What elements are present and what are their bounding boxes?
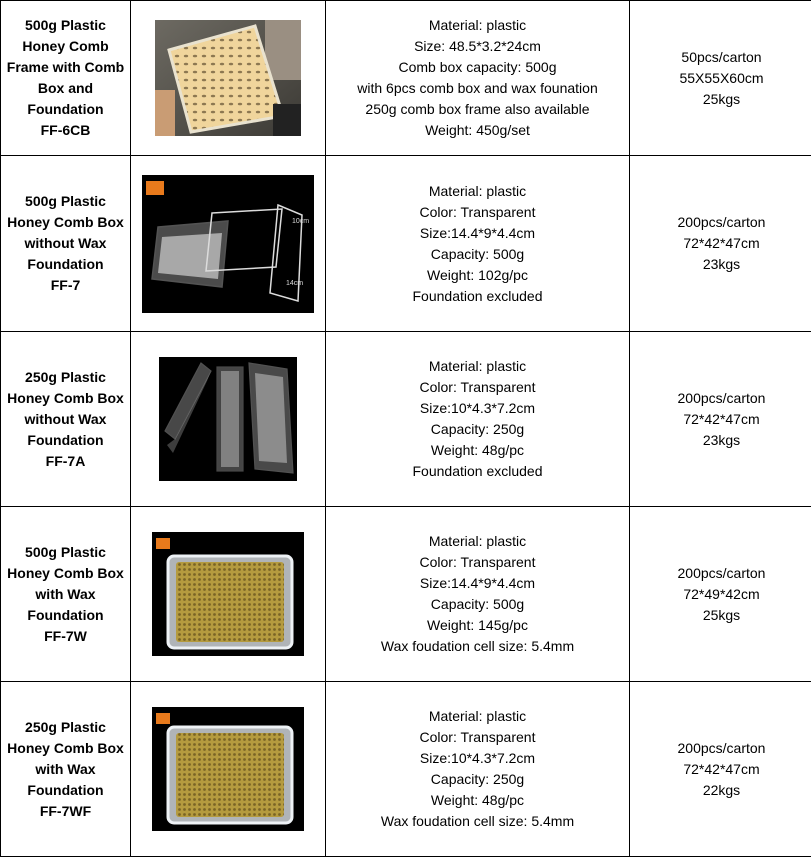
product-name-line: Honey Comb Box <box>7 564 124 581</box>
product-image-cell <box>131 332 326 507</box>
image-dimension-label: 10cm <box>292 217 310 225</box>
honey-comb-frame-with-bees-photo <box>155 20 301 136</box>
spec-line: with 6pcs comb box and wax founation <box>357 80 598 96</box>
spec-line: Material: plastic <box>428 358 527 374</box>
product-spec-cell <box>326 156 630 332</box>
comb-box-with-wax-foundation-photo <box>152 707 304 831</box>
product-spec-cell <box>326 332 630 507</box>
spec-line: Wax foudation cell size: 5.4mm <box>380 813 575 829</box>
carton-size: 55X55X60cm <box>679 69 764 86</box>
spec-line: Wax foudation cell size: 5.4mm <box>380 638 575 654</box>
spec-line: Material: plastic <box>428 708 527 724</box>
packing-cell <box>630 156 811 332</box>
carton-size: 72*42*47cm <box>683 235 760 251</box>
product-name-line: Honey Comb <box>22 38 109 54</box>
product-name-cell <box>1 1 131 156</box>
product-name-line: Frame with Comb <box>6 59 125 75</box>
carton-weight: 23kgs <box>702 256 741 272</box>
transparent-comb-box-parts-photo <box>159 357 297 481</box>
spec-line: Capacity: 500g <box>430 245 525 262</box>
transparent-comb-box-photo <box>142 175 314 313</box>
carton-size: 72*42*47cm <box>683 760 760 777</box>
packing-quantity: 200pcs/carton <box>677 739 766 756</box>
spec-line: Weight: 48g/pc <box>430 792 525 808</box>
product-name-line: Foundation <box>27 781 104 798</box>
table-row <box>1 332 811 507</box>
product-code: FF-6CB <box>40 122 91 138</box>
spec-line: Weight: 48g/pc <box>430 442 525 458</box>
spec-line: Foundation excluded <box>412 463 543 479</box>
product-name-line: 500g Plastic <box>25 17 106 33</box>
product-name-line: without Wax <box>24 235 107 251</box>
table-row <box>1 1 811 156</box>
product-name-line: Honey Comb Box <box>7 389 124 406</box>
carton-size: 72*49*42cm <box>683 585 760 602</box>
product-name-line: 500g Plastic <box>25 193 106 209</box>
product-name-line: Foundation <box>27 101 104 117</box>
packing-cell <box>630 332 811 507</box>
product-image-cell <box>131 682 326 857</box>
product-image-cell <box>131 507 326 682</box>
product-code: FF-7W <box>44 627 87 644</box>
carton-weight: 23kgs <box>702 431 741 448</box>
carton-weight: 25kgs <box>702 606 741 623</box>
spec-line: Capacity: 250g <box>430 771 525 787</box>
image-dimension-label: 14cm <box>286 279 304 287</box>
product-name-line: Honey Comb Box <box>7 214 124 230</box>
product-name-line: with Wax <box>35 585 96 602</box>
spec-line: Size:10*4.3*7.2cm <box>419 750 536 766</box>
table-row <box>1 156 811 332</box>
product-name-line: 250g Plastic <box>25 368 106 385</box>
packing-cell <box>630 1 811 156</box>
spec-line: Color: Transparent <box>419 203 536 220</box>
spec-line: Comb box capacity: 500g <box>398 59 557 75</box>
spec-line: Weight: 102g/pc <box>427 266 528 283</box>
product-name-line: 250g Plastic <box>25 718 106 735</box>
product-name-cell <box>1 507 131 682</box>
spec-line: Foundation excluded <box>412 287 543 304</box>
packing-quantity: 200pcs/carton <box>677 564 766 581</box>
table-row <box>1 682 811 857</box>
carton-size: 72*42*47cm <box>683 410 760 427</box>
product-code: FF-7WF <box>39 802 92 819</box>
product-name-line: Foundation <box>27 256 104 272</box>
product-image-cell <box>131 1 326 156</box>
product-spec-cell <box>326 1 630 156</box>
product-name-cell <box>1 156 131 332</box>
spec-line: Color: Transparent <box>419 554 536 570</box>
spec-line: Size: 48.5*3.2*24cm <box>414 38 541 54</box>
packing-cell <box>630 507 811 682</box>
spec-line: Material: plastic <box>428 182 527 199</box>
comb-box-with-wax-foundation-photo <box>152 532 304 656</box>
spec-line: Material: plastic <box>428 17 527 33</box>
spec-line: Size:14.4*9*4.4cm <box>419 575 536 591</box>
spec-line: Size:10*4.3*7.2cm <box>419 400 536 416</box>
packing-quantity: 200pcs/carton <box>677 389 766 406</box>
table-row <box>1 507 811 682</box>
product-name-line: without Wax <box>24 410 107 427</box>
spec-line: Color: Transparent <box>419 379 536 395</box>
spec-line: Capacity: 250g <box>430 421 525 437</box>
product-name-line: Box and <box>37 80 94 96</box>
spec-line: Capacity: 500g <box>430 596 525 612</box>
product-image-cell <box>131 156 326 332</box>
packing-quantity: 50pcs/carton <box>681 48 762 65</box>
product-spec-cell <box>326 507 630 682</box>
product-name-line: with Wax <box>35 760 96 777</box>
carton-weight: 25kgs <box>702 90 741 107</box>
product-name-line: 500g Plastic <box>25 543 106 560</box>
spec-line: Material: plastic <box>428 533 527 549</box>
product-code: FF-7A <box>45 452 86 469</box>
product-name-line: Foundation <box>27 606 104 623</box>
spec-line: Color: Transparent <box>419 729 536 745</box>
product-name-cell <box>1 682 131 857</box>
spec-line: Size:14.4*9*4.4cm <box>419 224 536 241</box>
carton-weight: 22kgs <box>702 781 741 798</box>
packing-cell <box>630 682 811 857</box>
product-spec-cell <box>326 682 630 857</box>
product-name-line: Foundation <box>27 431 104 448</box>
packing-quantity: 200pcs/carton <box>677 214 766 230</box>
product-name-cell <box>1 332 131 507</box>
spec-line: Weight: 450g/set <box>425 122 530 138</box>
product-code: FF-7 <box>50 277 81 293</box>
spec-line: 250g comb box frame also available <box>365 101 590 117</box>
product-name-line: Honey Comb Box <box>7 739 124 756</box>
spec-line: Weight: 145g/pc <box>427 617 528 633</box>
